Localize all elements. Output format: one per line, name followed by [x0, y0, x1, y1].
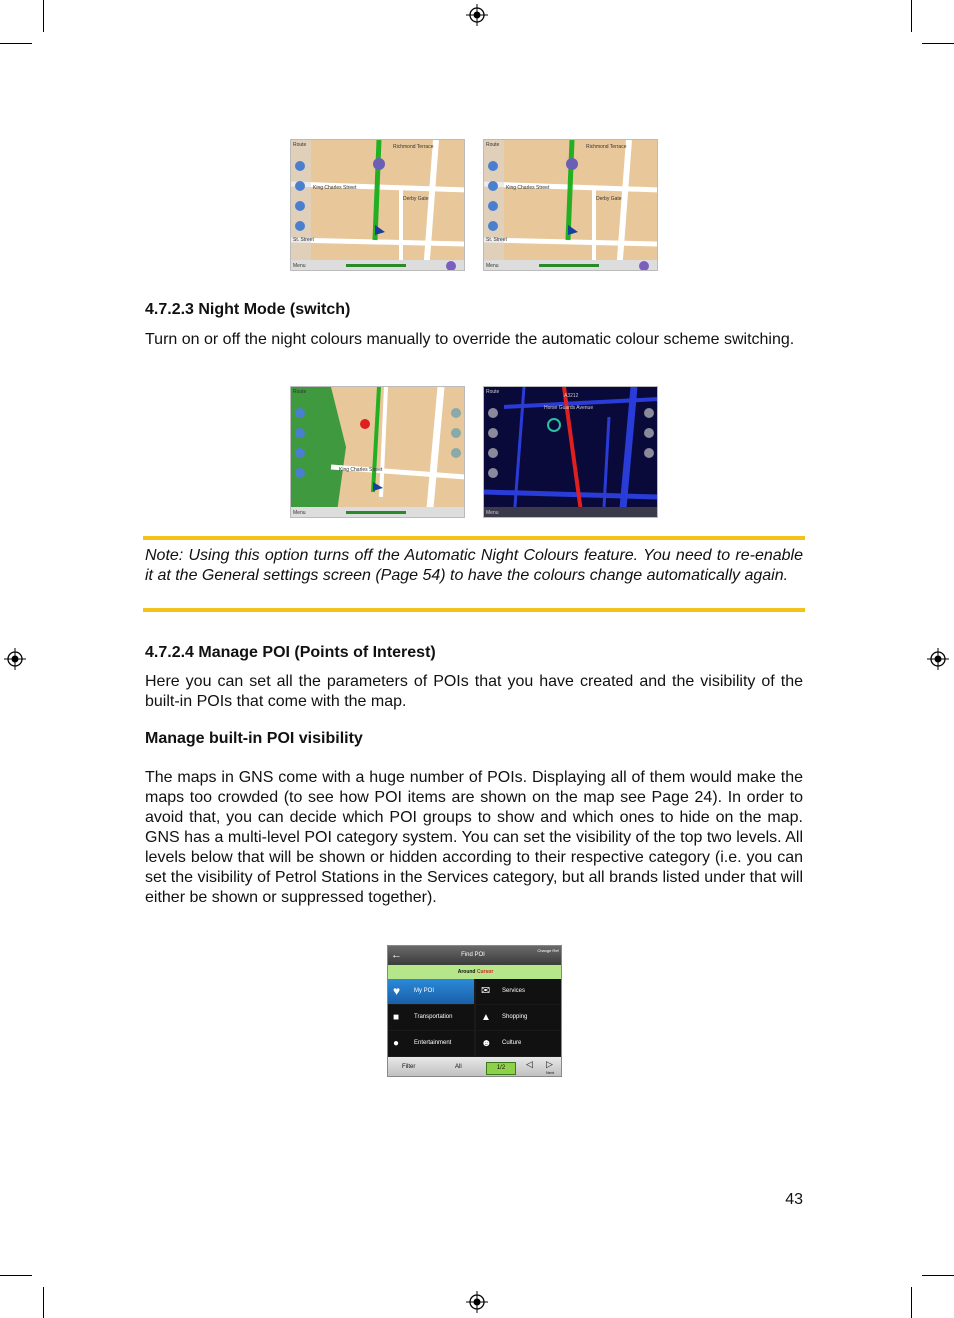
poi-bottom-bar	[388, 1057, 562, 1077]
subheading-builtin-poi-visibility: Manage built-in POI visibility	[145, 730, 363, 747]
filter-button: Filter	[402, 1064, 416, 1070]
map-menu-label: Menu	[486, 263, 499, 269]
poi-category-row	[388, 979, 562, 1004]
night-mode-description: Turn on or off the night colours manually to override the automatic colour scheme switching.	[145, 331, 795, 348]
poi-category-label: Entertainment	[414, 1040, 452, 1046]
envelope-icon: ✉	[481, 985, 491, 997]
map-street-label: Richmond Terrace	[586, 144, 627, 150]
crop-mark	[922, 43, 954, 44]
map-menu-label: Menu	[293, 263, 306, 269]
map-street-label: Richmond Terrace	[393, 144, 434, 150]
crop-mark	[43, 1287, 44, 1318]
map-screenshot-day-mode	[290, 386, 465, 518]
map-screenshot-day-right	[483, 139, 658, 271]
next-label: Next	[546, 1070, 555, 1075]
around-label: Around	[457, 969, 476, 975]
find-poi-title: Find POI	[461, 952, 485, 958]
map-route-label: Route	[293, 389, 307, 395]
page-indicator: 1/2	[486, 1062, 516, 1075]
heart-icon: ♥	[393, 984, 401, 998]
section-heading-manage-poi: 4.7.2.4 Manage POI (Points of Interest)	[145, 644, 436, 661]
section-heading-night-mode: 4.7.2.3 Night Mode (switch)	[145, 301, 351, 318]
map-menu-label: Menu	[486, 510, 499, 516]
map-menu-label: Menu	[293, 510, 306, 516]
map-route-label: Route	[486, 142, 500, 148]
poi-category-culture	[476, 1031, 562, 1056]
poi-category-row	[388, 1005, 562, 1030]
poi-category-label: Services	[502, 988, 526, 994]
registration-mark-icon	[927, 648, 949, 670]
map-route-label: Route	[486, 389, 500, 395]
car-icon: ■	[393, 1012, 400, 1023]
find-poi-titlebar	[388, 946, 562, 965]
map-route-label: Route	[293, 142, 307, 148]
registration-mark-icon	[466, 4, 488, 26]
manage-poi-description: Here you can set all the parameters of POIs that you have created and the visibility of the built-in POIs that come with the map.	[145, 673, 803, 710]
all-button: All	[455, 1064, 462, 1070]
poi-category-label: Shopping	[502, 1014, 528, 1020]
map-screenshot-day-left	[290, 139, 465, 271]
map-street-label: St. Street	[293, 237, 314, 243]
page-number: 43	[785, 1191, 803, 1208]
map-street-label: Derby Gate	[596, 196, 622, 202]
map-screenshot-night-mode	[483, 386, 658, 518]
poi-category-shopping	[476, 1005, 562, 1030]
note-box	[143, 536, 805, 612]
registration-mark-icon	[466, 1291, 488, 1313]
map-street-label: St. Street	[486, 237, 507, 243]
find-poi-screenshot	[387, 945, 562, 1077]
poi-category-row	[388, 1031, 562, 1056]
map-street-label: King Charles Street	[506, 185, 550, 191]
poi-category-label: Culture	[502, 1040, 522, 1046]
poi-category-label: My POI	[414, 988, 435, 994]
poi-category-entertainment	[388, 1031, 474, 1056]
crop-mark	[43, 0, 44, 32]
builtin-poi-description: The maps in GNS come with a huge number of POIs. Displaying all of them would make the maps too crowded (to see how POI items are shown on the map see Page 24). In order to avoid that, you can decide which POI groups to show and which ones to hide on the map. GNS has a multi-level POI category system. You can set the visibility of the top two levels. All levels below that will be shown or hidden according to their respective category (i.e. you can set the visibility of Petrol Stations in the Services category, but all brands listed under that will either be shown or suppressed together).	[145, 769, 803, 906]
map-street-label: Derby Gate	[403, 196, 429, 202]
map-street-label: King Charles Street	[313, 185, 357, 191]
around-cursor-bar	[388, 965, 562, 979]
note-text: Note: Using this option turns off the Automatic Night Colours feature. You need to re-enable it at the General settings screen (Page 54) to have the colours change automatically again.	[145, 547, 803, 584]
shopping-cart-icon: ▲	[481, 1012, 491, 1023]
poi-category-transportation	[388, 1005, 474, 1030]
poi-category-services	[476, 979, 562, 1004]
poi-category-label: Transportation	[414, 1014, 453, 1020]
cursor-label: Cursor	[476, 969, 494, 975]
map-street-label: Horse Guards Avenue	[544, 405, 594, 411]
change-ref-button: Change Ref	[537, 948, 559, 953]
film-icon: ●	[393, 1038, 400, 1049]
previous-page-icon: ◁	[526, 1059, 533, 1069]
registration-mark-icon	[4, 648, 26, 670]
crop-mark	[911, 0, 912, 32]
crop-mark	[0, 43, 32, 44]
crop-mark	[0, 1275, 32, 1276]
poi-category-my-poi	[388, 979, 474, 1004]
crop-mark	[911, 1287, 912, 1318]
map-street-label: A3212	[564, 393, 579, 399]
crop-mark	[922, 1275, 954, 1276]
back-arrow-icon: ←	[391, 949, 402, 961]
map-street-label: King Charles Street	[339, 467, 383, 473]
next-page-icon: ▷	[546, 1059, 553, 1069]
theatre-masks-icon: ☻	[481, 1038, 492, 1049]
